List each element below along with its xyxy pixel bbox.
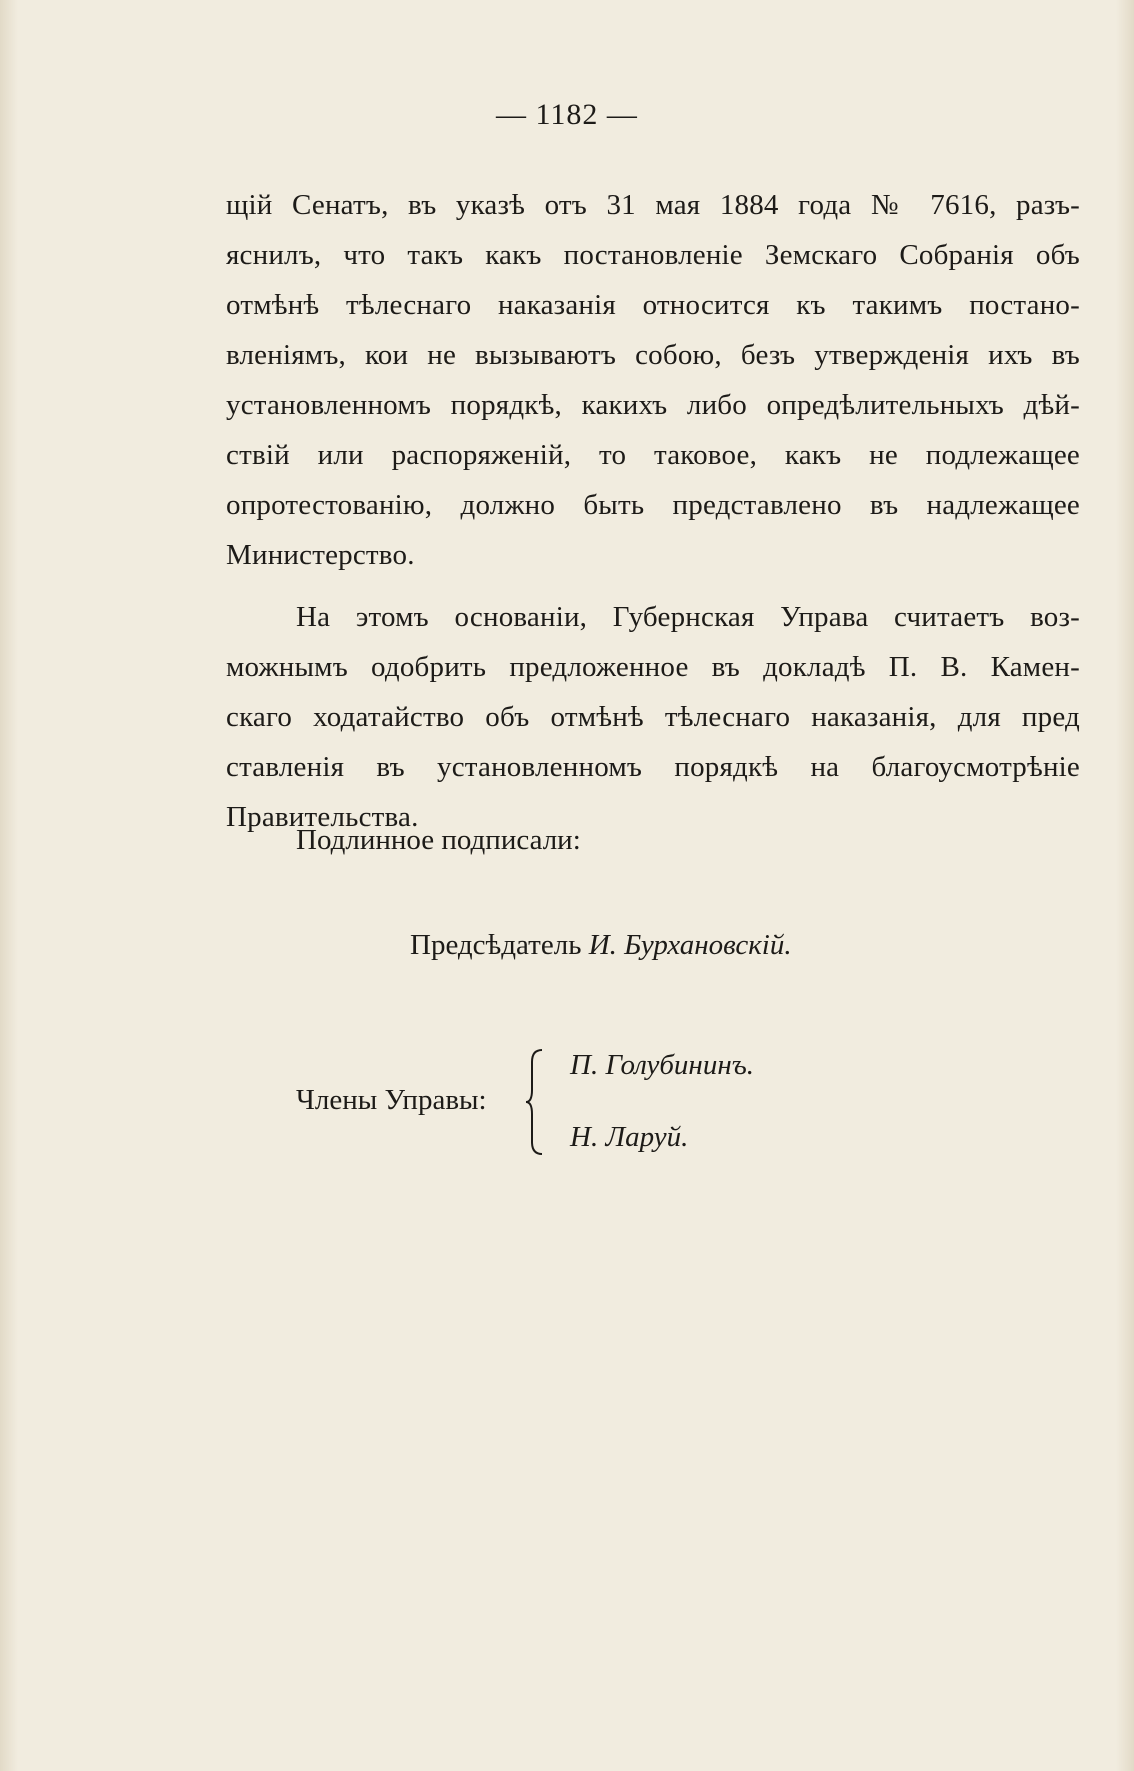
paragraph2-line: скаго ходатайство объ отмѣнѣ тѣлеснаго наказанія, для пред — [226, 701, 1080, 733]
paragraph1-line: Министерство. — [226, 539, 415, 571]
paragraph1-line: ствій или распоряженій, то таковое, какъ не подлежащее — [226, 439, 1080, 471]
body-text — [226, 180, 1080, 842]
chairman-signature — [410, 920, 792, 970]
curly-brace-icon — [524, 1048, 546, 1156]
paragraph1-line: установленномъ порядкѣ, какихъ либо опредѣлительныхъ дѣй- — [226, 389, 1080, 421]
chairman-name: И. Бурхановскій. — [588, 929, 792, 961]
paragraph1-line: щій Сенатъ, въ указѣ отъ 31 мая 1884 года № 7616, разъ- — [226, 189, 1080, 221]
paragraph2-line: ставленія въ установленномъ порядкѣ на благоусмотрѣніе — [226, 751, 1080, 783]
signed-intro: Подлинное подписали: — [296, 824, 581, 856]
chairman-title: Предсѣдатель — [410, 929, 582, 961]
page-number: — 1182 — — [496, 98, 638, 131]
paragraph2-line: можнымъ одобрить предложенное въ докладѣ П. В. Камен- — [226, 651, 1080, 683]
page-edge-shadow-left — [0, 0, 18, 1771]
page-edge-shadow-right — [1116, 0, 1134, 1771]
paragraph2-line: Правительства. — [226, 801, 419, 833]
members-label: Члены Управы: — [296, 1084, 487, 1116]
paragraph2-line: На этомъ основаніи, Губернская Управа считаетъ воз- — [296, 601, 1080, 633]
member-name: Н. Ларуй. — [570, 1121, 689, 1153]
board-members — [296, 1040, 896, 1160]
paragraph1-line: опротестованію, должно быть представлено въ надлежащее — [226, 489, 1080, 521]
paragraph1-line: отмѣнѣ тѣлеснаго наказанія относится къ такимъ постано- — [226, 289, 1080, 321]
paragraph1-line: вленіямъ, кои не вызываютъ собою, безъ утвержденія ихъ въ — [226, 339, 1080, 371]
member-name: П. Голубининъ. — [570, 1049, 755, 1081]
paragraph1-line: яснилъ, что такъ какъ постановленіе Земскаго Собранія объ — [226, 239, 1080, 271]
